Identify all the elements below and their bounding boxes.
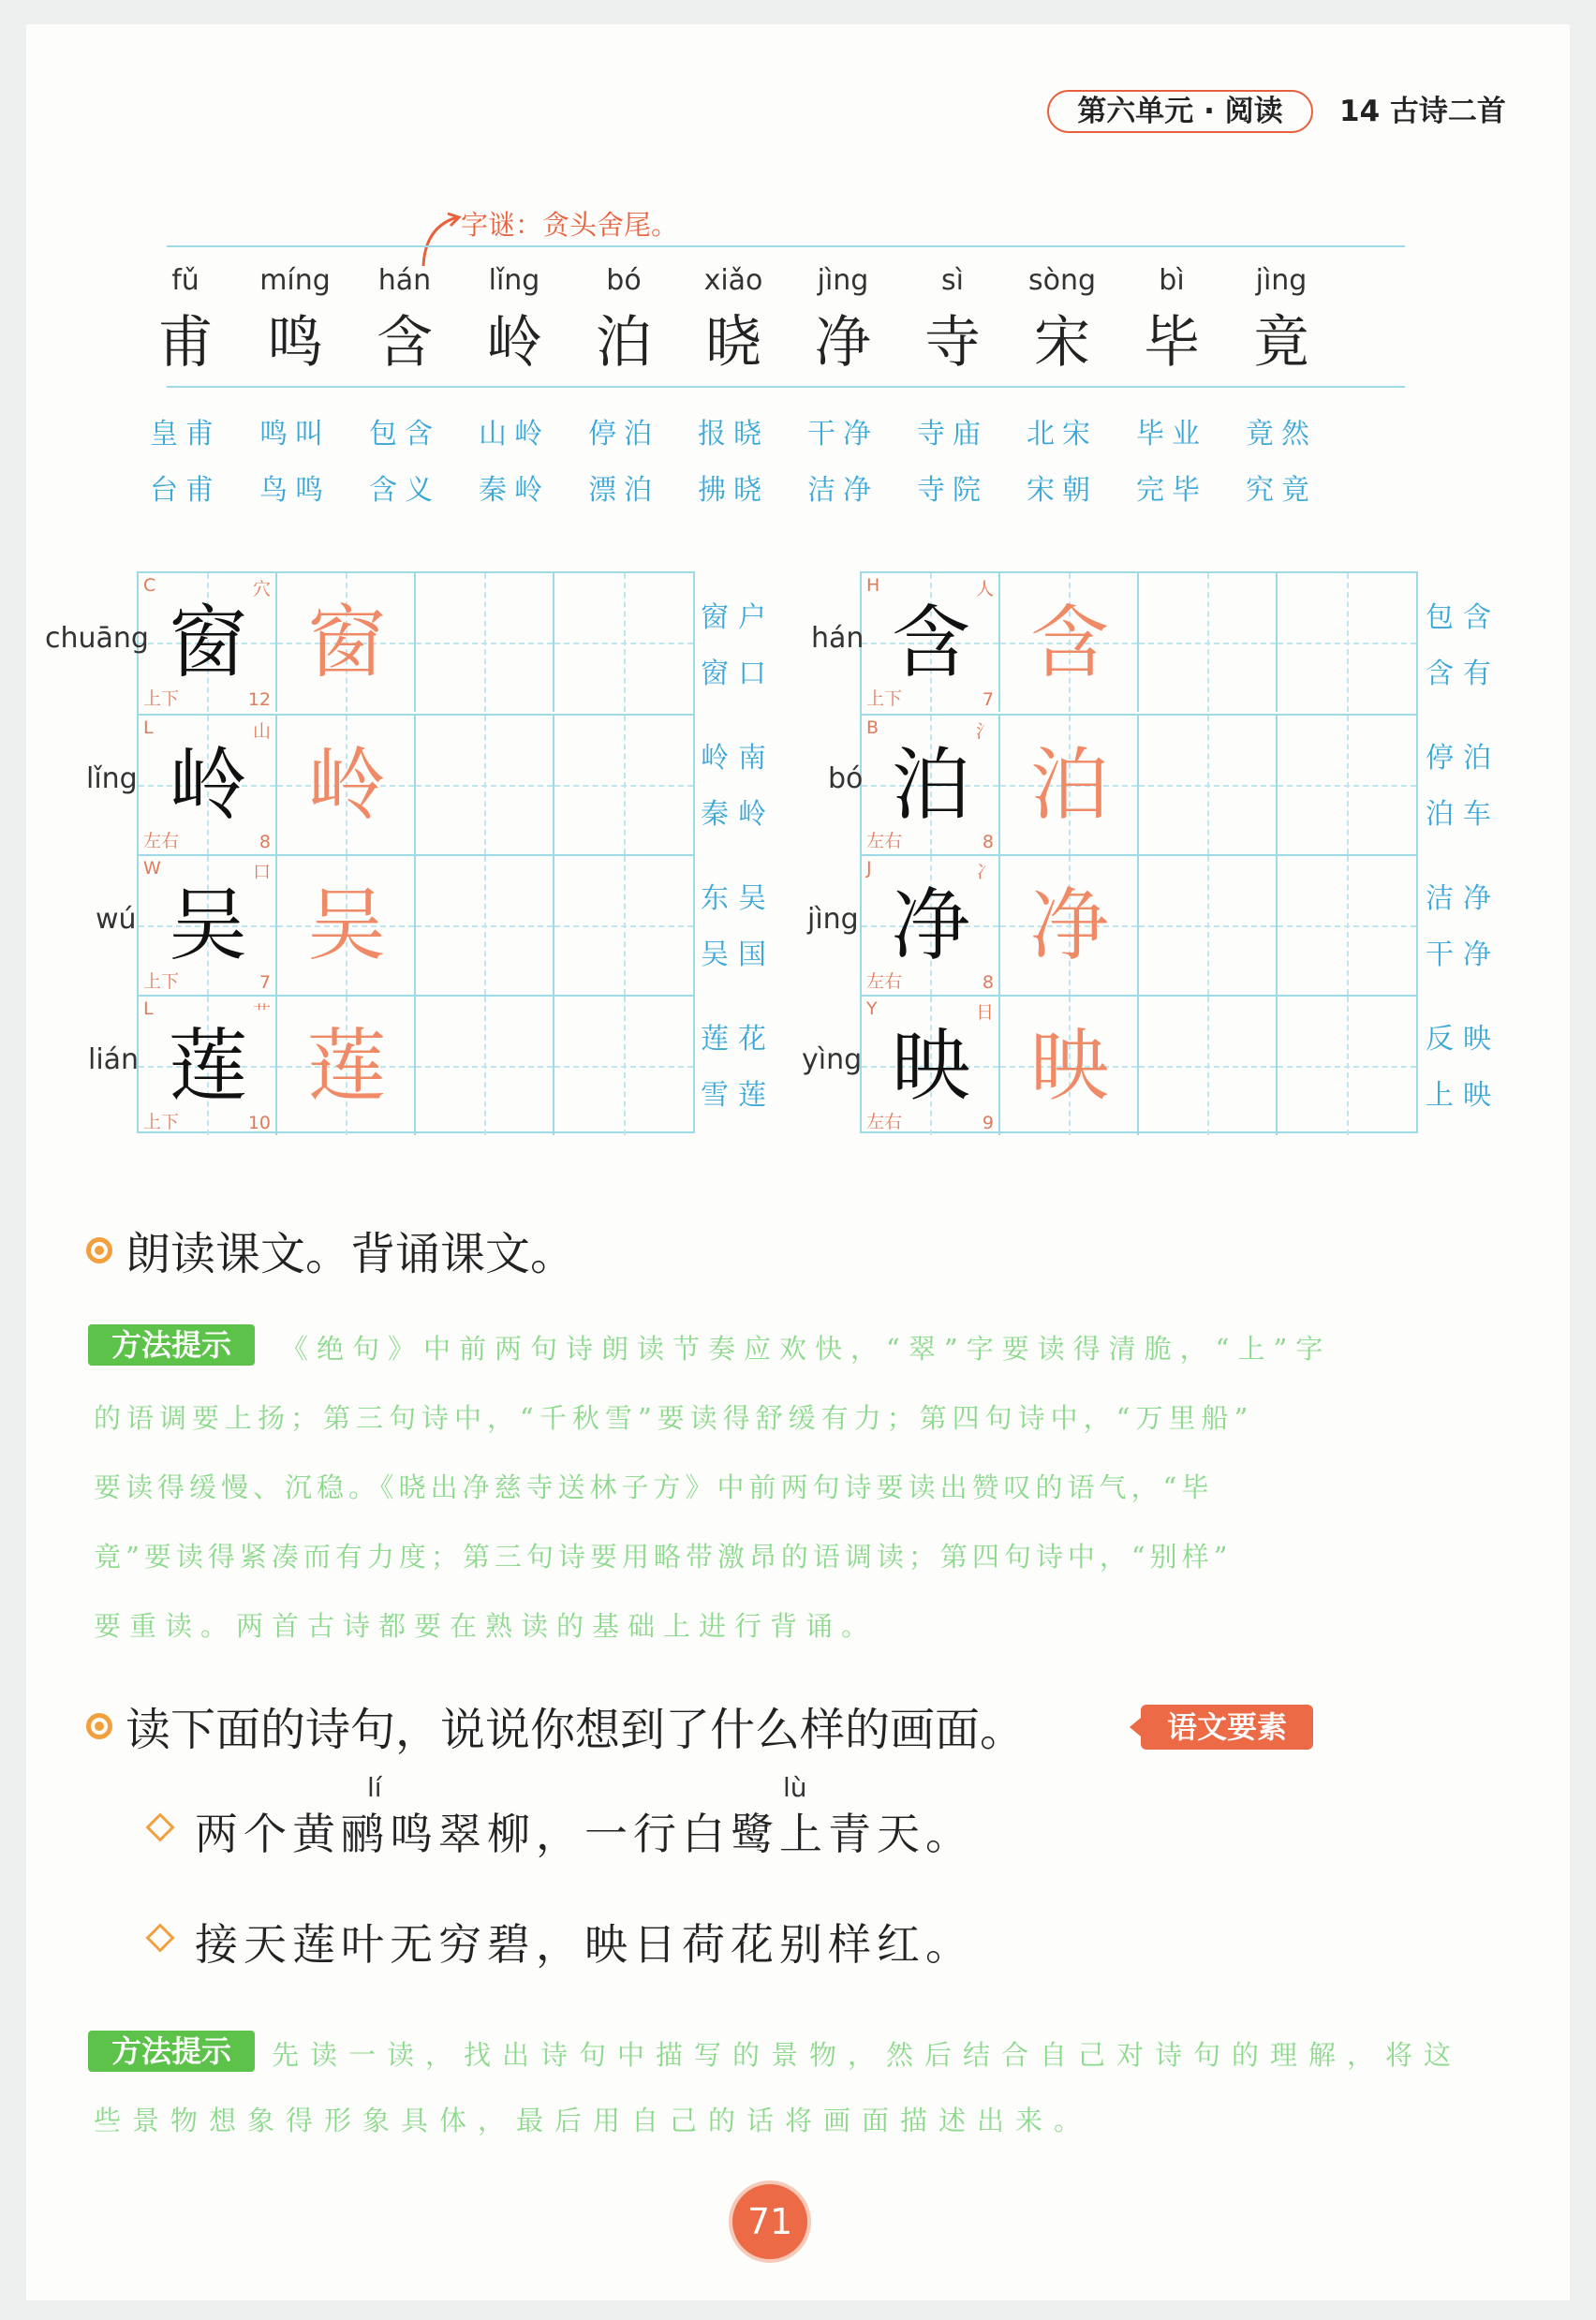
grid-row: [862, 573, 1416, 714]
structure: 左右: [866, 1112, 903, 1132]
guide-line: [1139, 925, 1276, 927]
radical: 穴: [252, 579, 271, 599]
model-char: 映: [891, 1020, 970, 1112]
radical: 山: [252, 721, 271, 742]
char-word: 报晓: [698, 418, 769, 451]
write-pinyin: wú: [96, 903, 137, 936]
guide-line: [554, 643, 693, 644]
char-word: 含义: [369, 474, 440, 507]
radical: 口: [252, 862, 271, 882]
char-pinyin: xiǎo: [703, 264, 763, 297]
tip1-line: 竟”要读得紧凑而有力度；第三句诗要用略带激昂的语调读；第四句诗中，“别样”: [94, 1541, 1233, 1573]
initial-letter: H: [866, 575, 880, 596]
grid-cell: [277, 573, 416, 712]
structure: 上下: [866, 688, 903, 709]
guide-line: [1139, 785, 1276, 787]
write-word: 包含: [1426, 601, 1500, 634]
structure: 上下: [143, 971, 180, 992]
char-pinyin: sòng: [1027, 264, 1097, 297]
guide-line: [416, 785, 553, 787]
char-pinyin: sì: [941, 264, 964, 297]
ruby-li: lí: [367, 1772, 382, 1803]
radical: 氵: [975, 721, 994, 742]
hint-arrow-icon: [420, 212, 463, 268]
write-word: 反映: [1426, 1023, 1500, 1056]
trace-char: 映: [1029, 1020, 1109, 1112]
grid-cell: [554, 997, 693, 1135]
write-word: 东吴: [701, 882, 776, 915]
char-hanzi: 宋: [1034, 310, 1090, 376]
tip1-line: 《绝句》中前两句诗朗读节奏应欢快，“翠”字要读得清脆，“上”字: [281, 1333, 1332, 1365]
structure: 左右: [866, 831, 903, 851]
char-hanzi: 含: [377, 310, 433, 376]
tip-badge: 方法提示: [88, 1324, 255, 1366]
grid-cell: [139, 716, 277, 854]
grid-cell: [1139, 716, 1278, 854]
write-pinyin: chuāng: [45, 622, 149, 655]
char-hanzi: 净: [815, 310, 871, 376]
write-word: 莲花: [701, 1023, 776, 1056]
grid-cell: [139, 573, 277, 712]
char-word: 台甫: [150, 474, 221, 507]
riddle-hint: 字谜：贪头舍尾。: [461, 209, 679, 241]
grid-row: [862, 995, 1416, 1137]
grid-cell: [1139, 997, 1278, 1135]
char-word: 寺庙: [917, 418, 988, 451]
structure: 左右: [143, 831, 180, 851]
trace-char: 泊: [1029, 739, 1109, 831]
write-pinyin: yìng: [802, 1043, 863, 1076]
guide-line: [1278, 643, 1416, 644]
grid-row: [139, 573, 693, 714]
grid-cell: [862, 997, 1000, 1135]
grid-cell: [1000, 856, 1139, 995]
write-word: 雪莲: [701, 1079, 776, 1112]
writing-grid-right: [860, 571, 1418, 1133]
poem-line-2: 接天莲叶无穷碧，映日荷花别样红。: [195, 1919, 974, 1970]
char-pinyin: jìng: [817, 264, 869, 297]
stroke-count: 8: [982, 832, 994, 852]
initial-letter: B: [866, 717, 879, 738]
initial-letter: Y: [866, 998, 878, 1019]
initial-letter: J: [866, 858, 872, 879]
grid-cell: [1278, 573, 1416, 712]
initial-letter: W: [143, 858, 161, 879]
guide-line: [1278, 785, 1416, 787]
char-word: 毕业: [1136, 418, 1207, 451]
guide-line: [1139, 643, 1276, 644]
char-word: 皇甫: [150, 418, 221, 451]
char-word: 北宋: [1027, 418, 1098, 451]
char-hanzi: 寺: [924, 310, 981, 376]
grid-cell: [416, 856, 554, 995]
write-pinyin: hán: [811, 622, 864, 655]
write-pinyin: lián: [88, 1043, 140, 1076]
char-hanzi: 岭: [486, 310, 542, 376]
grid-cell: [1139, 573, 1278, 712]
guide-line: [554, 1066, 693, 1068]
stroke-count: 8: [259, 832, 271, 852]
initial-letter: L: [143, 998, 154, 1019]
unit-badge: 第六单元 · 阅读: [1047, 90, 1313, 133]
write-pinyin: bó: [828, 762, 864, 795]
char-pinyin: míng: [259, 264, 331, 297]
trace-char: 窗: [306, 597, 386, 688]
write-word: 洁净: [1426, 882, 1500, 915]
radical: 日: [975, 1002, 994, 1023]
stroke-count: 7: [259, 972, 271, 993]
tip-badge: 方法提示: [88, 2031, 255, 2072]
write-word: 吴国: [701, 938, 776, 971]
guide-line: [416, 643, 553, 644]
char-word: 拂晓: [698, 474, 769, 507]
char-word: 究竟: [1246, 474, 1317, 507]
guide-line: [1278, 925, 1416, 927]
char-word: 完毕: [1136, 474, 1207, 507]
guide-line: [416, 1066, 553, 1068]
divider-bottom: [167, 386, 1405, 388]
tip1-line: 要重读。两首古诗都要在熟读的基础上进行背诵。: [94, 1610, 878, 1642]
grid-row: [139, 854, 693, 997]
char-word: 包含: [369, 418, 440, 451]
structure: 上下: [143, 1112, 180, 1132]
lesson-title: 14 古诗二首: [1339, 95, 1506, 128]
bullet-icon: [86, 1237, 112, 1263]
char-word: 停泊: [588, 418, 659, 451]
stroke-count: 9: [982, 1113, 994, 1133]
model-char: 莲: [168, 1020, 247, 1112]
ruby-lu: lù: [783, 1772, 807, 1803]
grid-cell: [554, 716, 693, 854]
char-word: 山岭: [479, 418, 550, 451]
trace-char: 岭: [306, 739, 386, 831]
task-read-aloud: [86, 1218, 575, 1282]
char-pinyin: fǔ: [171, 264, 200, 297]
grid-row: [862, 854, 1416, 997]
char-word: 宋朝: [1027, 474, 1098, 507]
trace-char: 吴: [306, 879, 386, 971]
initial-letter: L: [143, 717, 154, 738]
char-hanzi: 晓: [705, 310, 761, 376]
write-word: 上映: [1426, 1079, 1500, 1112]
char-hanzi: 甫: [157, 310, 214, 376]
grid-cell: [277, 997, 416, 1135]
stroke-count: 10: [247, 1113, 271, 1133]
guide-line: [554, 785, 693, 787]
poem-line-1: 两个黄鹂鸣翠柳，一行白鹭上青天。: [195, 1809, 974, 1859]
grid-row: [139, 995, 693, 1137]
char-pinyin: bó: [606, 264, 642, 297]
char-word: 竟然: [1246, 418, 1317, 451]
grid-cell: [1278, 716, 1416, 854]
write-word: 窗口: [701, 658, 776, 690]
char-pinyin: hán: [377, 264, 432, 297]
divider-top: [167, 245, 1405, 247]
page-number: 71: [732, 2184, 807, 2259]
tip1-line: 要读得缓慢、沉稳。《晓出净慈寺送林子方》中前两句诗要读出赞叹的语气，“毕: [94, 1471, 1214, 1503]
guide-line: [554, 925, 693, 927]
grid-cell: [1139, 856, 1278, 995]
char-word: 洁净: [807, 474, 879, 507]
writing-grid-left: [137, 571, 695, 1133]
guide-line: [1278, 1066, 1416, 1068]
write-pinyin: jìng: [807, 903, 859, 936]
model-char: 含: [891, 597, 970, 688]
grid-cell: [1000, 997, 1139, 1135]
tip2-line: 些景物想象得形象具体，最后用自己的话将画面描述出来。: [94, 2105, 1093, 2136]
trace-char: 莲: [306, 1020, 386, 1112]
model-char: 泊: [891, 739, 970, 831]
write-pinyin: lǐng: [86, 762, 138, 795]
char-pinyin: jìng: [1255, 264, 1308, 297]
grid-cell: [862, 573, 1000, 712]
bullet-icon: [86, 1713, 112, 1739]
grid-cell: [862, 856, 1000, 995]
grid-cell: [1278, 856, 1416, 995]
grid-cell: [1000, 716, 1139, 854]
char-hanzi: 竟: [1253, 310, 1309, 376]
write-word: 干净: [1426, 938, 1500, 971]
radical: 冫: [975, 862, 994, 882]
task-imagine: [86, 1693, 1025, 1758]
char-word: 寺院: [917, 474, 988, 507]
write-word: 秦岭: [701, 798, 776, 831]
tip2-line: 先读一读，找出诗句中描写的景物，然后结合自己对诗句的理解，将这: [272, 2039, 1463, 2071]
yuwen-yaosu-badge: 语文要素: [1141, 1705, 1313, 1750]
char-pinyin: bì: [1159, 264, 1185, 297]
model-char: 岭: [168, 739, 247, 831]
grid-cell: [554, 573, 693, 712]
grid-cell: [139, 856, 277, 995]
radical: 人: [975, 579, 994, 599]
structure: 上下: [143, 688, 180, 709]
stroke-count: 7: [982, 689, 994, 710]
grid-cell: [416, 573, 554, 712]
grid-cell: [1278, 997, 1416, 1135]
write-word: 停泊: [1426, 742, 1500, 775]
grid-cell: [277, 856, 416, 995]
model-char: 净: [891, 879, 970, 971]
char-word: 鸟鸣: [259, 474, 331, 507]
trace-char: 含: [1029, 597, 1109, 688]
task-text: 读下面的诗句，说说你想到了什么样的画面。: [126, 1704, 1026, 1756]
write-word: 岭南: [701, 742, 776, 775]
char-hanzi: 泊: [596, 310, 652, 376]
model-char: 吴: [168, 879, 247, 971]
grid-cell: [1000, 573, 1139, 712]
grid-cell: [139, 997, 277, 1135]
char-word: 鸣叫: [259, 418, 331, 451]
task-text: 朗读课文。背诵课文。: [126, 1228, 576, 1280]
trace-char: 净: [1029, 879, 1109, 971]
grid-cell: [277, 716, 416, 854]
structure: 左右: [866, 971, 903, 992]
char-word: 干净: [807, 418, 879, 451]
stroke-count: 8: [982, 972, 994, 993]
initial-letter: C: [143, 575, 156, 596]
guide-line: [1139, 1066, 1276, 1068]
radical: 艹: [252, 1002, 271, 1023]
grid-row: [139, 714, 693, 856]
tip1-line: 的语调要上扬；第三句诗中，“千秋雪”要读得舒缓有力；第四句诗中，“万里船”: [94, 1402, 1254, 1434]
char-hanzi: 鸣: [267, 310, 323, 376]
model-char: 窗: [168, 597, 247, 688]
grid-cell: [416, 997, 554, 1135]
guide-line: [416, 925, 553, 927]
grid-row: [862, 714, 1416, 856]
grid-cell: [862, 716, 1000, 854]
write-word: 窗户: [701, 601, 776, 634]
char-word: 漂泊: [588, 474, 659, 507]
char-word: 秦岭: [479, 474, 550, 507]
grid-cell: [416, 716, 554, 854]
write-word: 含有: [1426, 658, 1500, 690]
char-pinyin: lǐng: [488, 264, 540, 297]
stroke-count: 12: [247, 689, 271, 710]
char-hanzi: 毕: [1144, 310, 1200, 376]
write-word: 泊车: [1426, 798, 1500, 831]
grid-cell: [554, 856, 693, 995]
